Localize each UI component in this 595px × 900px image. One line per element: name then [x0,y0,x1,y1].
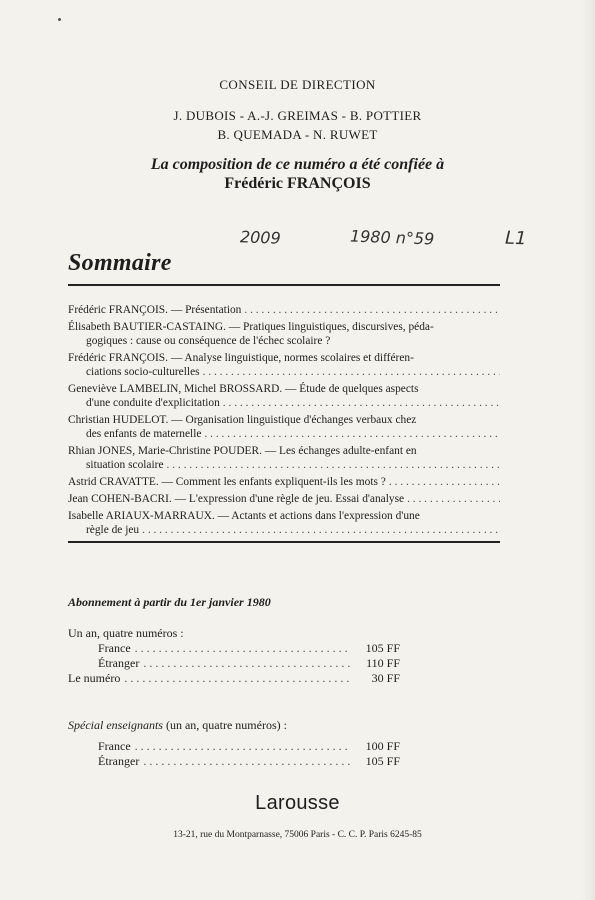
publisher-address: 13-21, rue du Montparnasse, 75006 Paris - C. C. P. Paris 6245-85 [173,830,422,840]
price-row [68,739,400,754]
dot-leader [142,523,500,537]
toc-entry-continuation: gogiques : cause ou conséquence de l'échec scolaire ? [86,335,331,347]
sommaire-heading: Sommaire [68,250,172,276]
dot-leader [143,754,350,769]
toc-entry [68,509,500,537]
dot-leader [223,396,500,410]
toc-entry-continuation: ciations socio-culturelles [86,366,200,378]
price-value: 105 FF [365,641,400,655]
price-label: Étranger [98,754,140,768]
toc-entry [68,351,500,379]
toc-entry-text: Frédéric FRANÇOIS. — Analyse linguistique, normes scolaires et différen- [68,352,414,364]
council-members-line1: J. DUBOIS - A.-J. GREIMAS - B. POTTIER [173,108,422,123]
toc-entry [68,382,500,410]
dot-leader [244,303,500,317]
toc-entry [68,303,500,317]
toc-entry [68,413,500,441]
handwritten-note-number: 2009 [239,227,282,248]
price-value: 110 FF [366,656,400,670]
council-members-line2: B. QUEMADA - N. RUWET [217,127,378,142]
toc-entry-continuation: d'une conduite d'explicitation [86,397,220,409]
price-label: France [98,641,131,655]
publisher-name: Larousse [255,792,340,814]
toc-entry-text: Jean COHEN-BACRI. — L'expression d'une règle de jeu. Essai d'analyse [68,493,405,505]
paper-speck [58,18,61,21]
price-row [68,641,400,656]
bottom-divider [68,541,500,543]
special-subscription-prices [68,718,400,769]
dot-leader [203,365,500,379]
price-value: 30 FF [371,671,400,685]
price-label: Étranger [98,656,140,670]
dot-leader [135,641,350,656]
dot-leader [135,739,350,754]
price-value: 105 FF [365,754,400,768]
price-row [68,671,400,686]
table-of-contents [68,303,500,540]
dot-leader [124,671,350,686]
toc-entry [68,320,500,348]
handwritten-note-year-issue: 1980 n°59 [349,226,435,249]
dot-leader [389,475,500,489]
toc-entry-text: Geneviève LAMBELIN, Michel BROSSARD. — Étude de quelques aspects [68,383,419,395]
price-value: 100 FF [365,739,400,753]
handwritten-note-code: L1 [504,227,527,250]
toc-entry-continuation: situation scolaire [86,459,164,471]
composition-text: La composition de ce numéro a été confiée à [150,156,445,173]
subscription-title: Abonnement à partir du 1er janvier 1980 [68,595,271,609]
dot-leader [167,458,501,472]
top-divider [68,284,500,286]
subscription-group-label: Un an, quatre numéros : [68,626,184,640]
subscription-prices [68,626,400,686]
dot-leader [204,427,500,441]
toc-entry-text: Élisabeth BAUTIER-CASTAING. — Pratiques linguistiques, discursives, péda- [68,321,434,333]
price-row [68,656,400,671]
toc-entry [68,492,500,506]
price-label: France [98,739,131,753]
toc-entry-continuation: des enfants de maternelle [86,428,202,440]
special-subscription-suffix: (un an, quatre numéros) : [162,718,287,732]
toc-entry-text: Rhian JONES, Marie-Christine POUDER. — Les échanges adulte-enfant en [68,445,417,457]
council-title: CONSEIL DE DIRECTION [219,77,376,92]
composition-editor-name: Frédéric FRANÇOIS [224,175,371,192]
price-row [68,754,400,769]
dot-leader [407,492,500,506]
toc-entry-text: Astrid CRAVATTE. — Comment les enfants expliquent-ils les mots ? [68,476,386,488]
toc-entry-text: Isabelle ARIAUX-MARRAUX. — Actants et actions dans l'expression d'une [68,510,420,522]
toc-entry [68,475,500,489]
toc-entry-text: Frédéric FRANÇOIS. — Présentation [68,304,242,316]
dot-leader [143,656,350,671]
toc-entry-text: Christian HUDELOT. — Organisation linguistique d'échanges verbaux chez [68,414,417,426]
price-label: Le numéro [68,671,121,685]
toc-entry-continuation: règle de jeu [86,524,140,536]
special-subscription-label: Spécial enseignants [68,718,163,732]
toc-entry [68,444,500,472]
